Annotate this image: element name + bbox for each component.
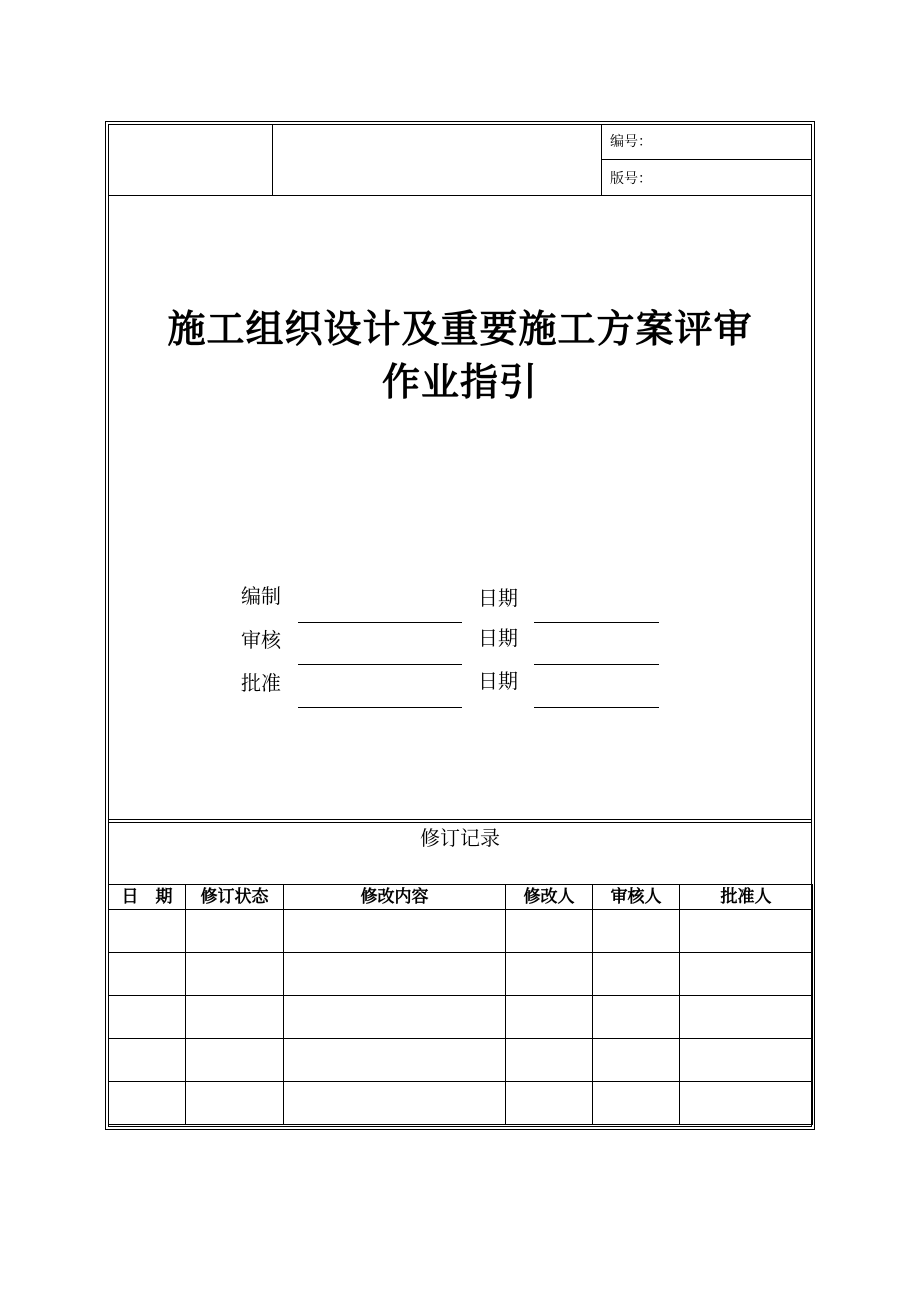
document-title-line2: 作业指引 bbox=[381, 359, 538, 404]
table-row bbox=[109, 953, 813, 996]
table-cell bbox=[109, 910, 186, 953]
table-cell bbox=[506, 1039, 593, 1082]
date-line-2 bbox=[534, 664, 659, 665]
table-cell bbox=[186, 953, 284, 996]
table-cell bbox=[284, 953, 506, 996]
column-header-modified-by: 修改人 bbox=[506, 885, 593, 910]
approved-signature-line bbox=[298, 707, 462, 708]
date-label-1: 日期 bbox=[478, 586, 518, 610]
table-cell bbox=[593, 910, 680, 953]
table-cell bbox=[186, 910, 284, 953]
document-title-line1: 施工组织设计及重要施工方案评审 bbox=[167, 306, 753, 351]
table-cell bbox=[680, 996, 813, 1039]
table-cell bbox=[680, 953, 813, 996]
reviewed-signature-line bbox=[298, 664, 462, 665]
table-cell bbox=[506, 953, 593, 996]
table-cell bbox=[593, 1039, 680, 1082]
date-line-1 bbox=[534, 622, 659, 623]
revision-header-row bbox=[109, 885, 813, 910]
table-cell bbox=[109, 996, 186, 1039]
table-cell bbox=[284, 910, 506, 953]
table-row bbox=[109, 1039, 813, 1082]
date-line-3 bbox=[534, 707, 659, 708]
header-divider-2 bbox=[601, 124, 602, 196]
table-row bbox=[109, 996, 813, 1039]
table-cell bbox=[186, 1082, 284, 1125]
header-row-divider bbox=[601, 159, 812, 160]
table-cell bbox=[284, 1082, 506, 1125]
column-header-reviewed-by: 审核人 bbox=[593, 885, 680, 910]
revision-record-table bbox=[108, 884, 813, 1125]
table-cell bbox=[186, 1039, 284, 1082]
date-label-3: 日期 bbox=[478, 669, 518, 693]
table-cell bbox=[186, 996, 284, 1039]
revision-record-title: 修订记录 bbox=[420, 826, 500, 850]
table-cell bbox=[109, 1082, 186, 1125]
table-cell bbox=[680, 1039, 813, 1082]
table-cell bbox=[506, 910, 593, 953]
reviewed-by-label: 审核 bbox=[241, 628, 281, 652]
approved-by-label: 批准 bbox=[241, 671, 281, 695]
prepared-by-label: 编制 bbox=[241, 584, 281, 608]
table-cell bbox=[109, 1039, 186, 1082]
table-cell bbox=[593, 1082, 680, 1125]
header-bottom-border bbox=[108, 195, 812, 196]
table-cell bbox=[284, 996, 506, 1039]
column-header-approved-by: 批准人 bbox=[680, 885, 813, 910]
document-number-label: 编号： bbox=[610, 134, 652, 150]
column-header-date: 日 期 bbox=[109, 885, 186, 910]
revision-section-border-a bbox=[108, 819, 812, 820]
version-number-label: 版号： bbox=[610, 171, 652, 187]
date-label-2: 日期 bbox=[478, 626, 518, 650]
table-cell bbox=[506, 996, 593, 1039]
table-cell bbox=[593, 996, 680, 1039]
table-cell bbox=[506, 1082, 593, 1125]
table-cell bbox=[109, 953, 186, 996]
table-cell bbox=[680, 910, 813, 953]
column-header-revision-status: 修订状态 bbox=[186, 885, 284, 910]
revision-section-border-b bbox=[108, 822, 812, 823]
table-cell bbox=[680, 1082, 813, 1125]
table-row bbox=[109, 910, 813, 953]
table-cell bbox=[593, 953, 680, 996]
table-cell bbox=[284, 1039, 506, 1082]
table-row bbox=[109, 1082, 813, 1125]
prepared-signature-line bbox=[298, 622, 462, 623]
header-divider-1 bbox=[272, 124, 273, 196]
column-header-change-content: 修改内容 bbox=[284, 885, 506, 910]
